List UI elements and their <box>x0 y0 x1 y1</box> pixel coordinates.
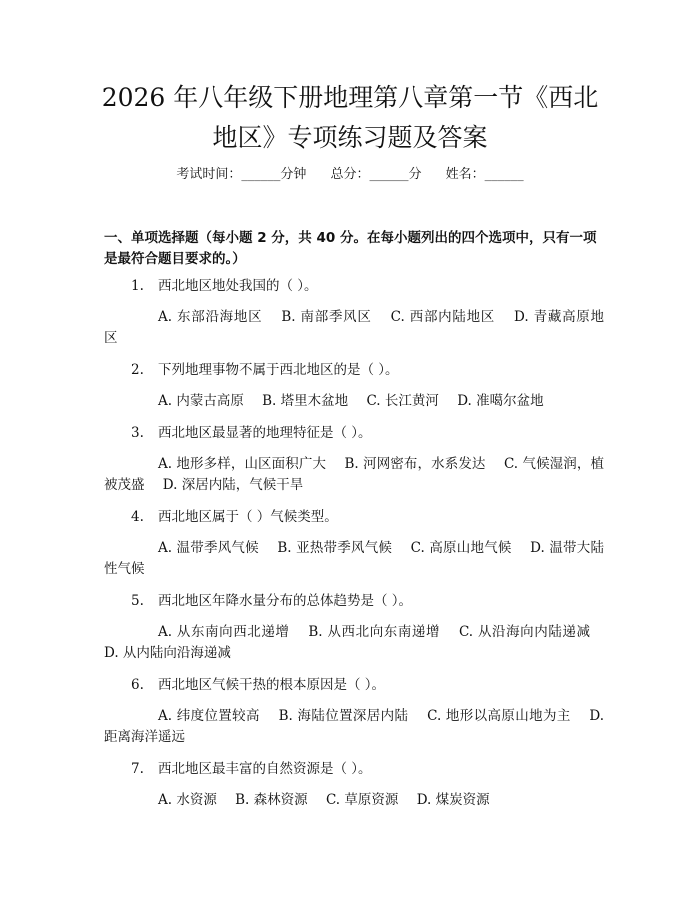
question-text: 西北地区最显著的地理特征是（ ）。 <box>158 425 372 441</box>
question-options <box>104 622 604 664</box>
title-line-2: 地区》专项练习题及答案 <box>212 123 488 152</box>
option-d: D. 煤炭资源 <box>416 792 490 808</box>
option-c: C. 气候湿润，植被茂盛 <box>104 456 604 493</box>
option-d: D. 从内陆向沿海递减 <box>104 645 231 661</box>
option-a: A. 水资源 <box>158 792 217 808</box>
question-stem <box>104 276 604 297</box>
question-options <box>104 706 604 748</box>
option-b: B. 塔里木盆地 <box>262 393 349 409</box>
option-c: C. 草原资源 <box>325 792 399 808</box>
question-text: 西北地区年降水量分布的总体趋势是（ ）。 <box>158 593 413 609</box>
question-stem <box>104 759 604 780</box>
question-number: 4. <box>131 509 144 525</box>
question-number: 6. <box>131 677 144 693</box>
option-c: C. 地形以高原山地为主 <box>427 708 571 724</box>
student-name: 姓名：______ <box>445 167 524 182</box>
title-line-1: 2026 年八年级下册地理第八章第一节《西北 <box>101 83 599 112</box>
question-stem <box>104 591 604 612</box>
question-number: 2. <box>131 362 144 378</box>
question-number: 7. <box>131 761 144 777</box>
question-text: 下列地理事物不属于西北地区的是（ ）。 <box>158 362 399 378</box>
option-a: A. 温带季风气候 <box>158 540 259 556</box>
question-text: 西北地区地处我国的（ ）。 <box>158 278 318 294</box>
option-a: A. 地形多样，山区面积广大 <box>158 456 327 472</box>
question-options <box>104 790 604 811</box>
question-stem <box>104 423 604 444</box>
question-list <box>104 276 604 811</box>
option-a: A. 东部沿海地区 <box>158 309 263 325</box>
section-heading: 一、单项选择题（每小题 2 分，共 40 分。在每小题列出的四个选项中，只有一项是最符合题目要求的。） <box>104 230 597 267</box>
option-d: D. 温带大陆性气候 <box>104 540 604 577</box>
option-a: A. 从东南向西北递增 <box>158 624 290 640</box>
option-a: A. 内蒙古高原 <box>158 393 244 409</box>
question-stem <box>104 507 604 528</box>
option-d: D. 准噶尔盆地 <box>457 393 544 409</box>
question-text: 西北地区最丰富的自然资源是（ ）。 <box>158 761 372 777</box>
question-options <box>104 307 604 349</box>
question-number: 5. <box>131 593 144 609</box>
option-b: B. 海陆位置深居内陆 <box>278 708 409 724</box>
option-c: C. 从沿海向内陆递减 <box>458 624 590 640</box>
question-text: 西北地区气候干热的根本原因是（ ）。 <box>158 677 386 693</box>
exam-score: 总分：______分 <box>330 167 422 182</box>
option-d: D. 距离海洋遥远 <box>104 708 605 745</box>
option-d: D. 深居内陆，气候干旱 <box>162 477 304 493</box>
option-d: D. 青藏高原地区 <box>104 309 605 346</box>
document-title <box>60 78 640 158</box>
question-item <box>104 276 604 349</box>
option-b: B. 南部季风区 <box>281 309 372 325</box>
exam-time: 考试时间：______分钟 <box>176 167 307 182</box>
question-item <box>104 360 604 412</box>
option-b: B. 河网密布，水系发达 <box>344 456 486 472</box>
option-c: C. 高原山地气候 <box>410 540 512 556</box>
question-item <box>104 675 604 748</box>
question-number: 1. <box>131 278 144 294</box>
question-item <box>104 759 604 811</box>
option-b: B. 森林资源 <box>235 792 308 808</box>
option-b: B. 亚热带季风气候 <box>277 540 393 556</box>
question-item <box>104 591 604 664</box>
question-stem <box>104 675 604 696</box>
question-options <box>104 391 604 412</box>
question-options <box>104 454 604 496</box>
option-b: B. 从西北向东南递增 <box>308 624 441 640</box>
question-text: 西北地区属于（ ）气候类型。 <box>158 509 338 525</box>
question-options <box>104 538 604 580</box>
question-number: 3. <box>131 425 144 441</box>
exam-info <box>0 165 700 185</box>
question-stem <box>104 360 604 381</box>
option-a: A. 纬度位置较高 <box>158 708 260 724</box>
option-c: C. 长江黄河 <box>366 393 439 409</box>
question-item <box>104 423 604 496</box>
option-c: C. 西部内陆地区 <box>390 309 496 325</box>
question-item <box>104 507 604 580</box>
